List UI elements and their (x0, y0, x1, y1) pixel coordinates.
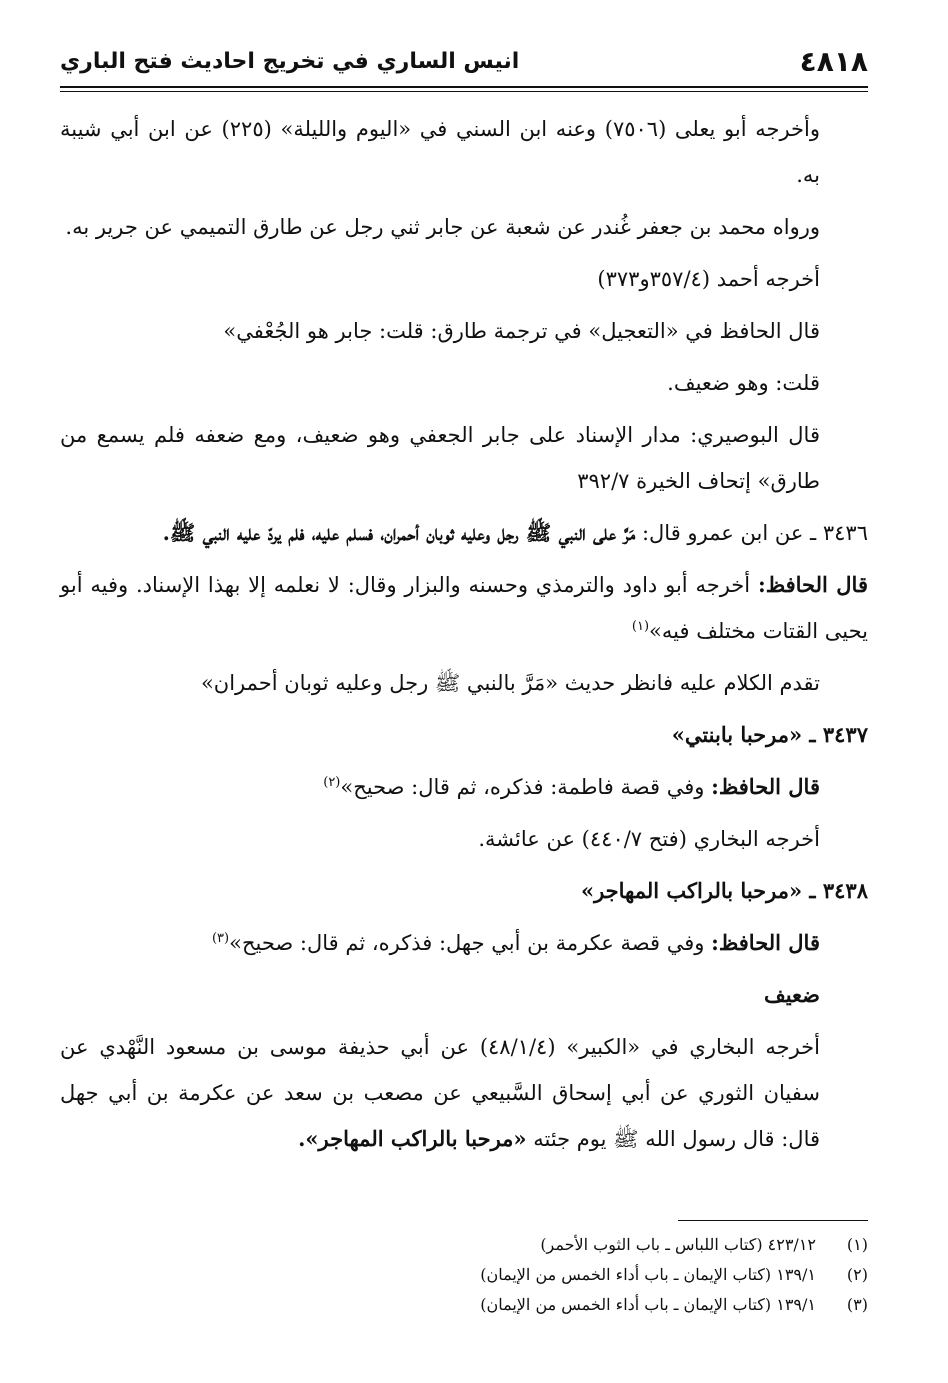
paragraph: أخرجه البخاري (فتح ٤٤٠/٧) عن عائشة. (478, 827, 820, 851)
footnote-marker: (٢) (323, 775, 341, 790)
hafiz-label: قال الحافظ: (711, 774, 820, 799)
paragraph-text: أخرجه البخاري في «الكبير» (٤٨/١/٤) عن أبي حذيفة موسى بن مسعود النَّهْدي عن سفيان الثوري عن أبي إسحاق السَّبيعي عن مصعب بن سعد عن عكرمة بن أبي جهل قال: قال رسول الله ﷺ يوم جئته (60, 1035, 820, 1151)
footnote (60, 1290, 868, 1320)
footnote-text: ١٣٩/١ (كتاب الإيمان ـ باب أداء الخمس من الإيمان) (480, 1295, 816, 1314)
footnote (60, 1230, 868, 1260)
hadith-entry-3438-title: ٣٤٣٨ ـ «مرحبا بالراكب المهاجر» (580, 878, 868, 903)
page-body (60, 106, 868, 1168)
running-title: انيس الساري في تخريج احاديث فتح الباري (60, 48, 520, 74)
footnote-rule (678, 1220, 868, 1221)
page-header (60, 40, 868, 82)
footnote-number: (٢) (846, 1265, 868, 1284)
footnote-marker: (١) (631, 619, 650, 634)
page-number: ٤٨١٨ (799, 44, 868, 78)
book-page (60, 0, 868, 1383)
paragraph (60, 1024, 868, 1162)
hafiz-text: أخرجه أبو داود والترمذي وحسنه والبزار وقال: لا نعلمه إلا بهذا الإسناد. وفيه أبو يحيى القتات مختلف فيه» (60, 573, 868, 643)
footnote (60, 1260, 868, 1290)
paragraph: قال البوصيري: مدار الإسناد على جابر الجعفي وهو ضعيف، ومع ضعفه فلم يسمع من طارق» إتحاف الخيرة ٣٩٢/٧ (60, 423, 820, 493)
hafiz-label: قال الحافظ: (711, 930, 820, 955)
hafiz-label: قال الحافظ: (757, 572, 868, 597)
paragraph: وأخرجه أبو يعلى (٧٥٠٦) وعنه ابن السني في «اليوم والليلة» (٢٢٥) عن ابن أبي شيبة به. (60, 117, 820, 187)
footnote-marker: (٣) (211, 931, 230, 946)
paragraph: ورواه محمد بن جعفر غُندر عن شعبة عن جابر ثني رجل عن طارق التميمي عن جرير به. (65, 215, 820, 239)
hadith-entry-3437-title: ٣٤٣٧ ـ «مرحبا بابنتي» (671, 722, 868, 747)
footnotes (60, 1230, 868, 1320)
footnote-text: ٤٢٣/١٢ (كتاب اللباس ـ باب الثوب الأحمر) (540, 1235, 816, 1254)
entry-intro: عن ابن عمرو قال: (641, 521, 804, 545)
hafiz-text: وفي قصة فاطمة: فذكره، ثم قال: صحيح» (340, 775, 705, 799)
paragraph: قلت: وهو ضعيف. (667, 371, 820, 395)
paragraph: قال الحافظ في «التعجيل» في ترجمة طارق: قلت: جابر هو الجُعْفي» (223, 319, 820, 343)
hafiz-comment (60, 920, 868, 966)
hadith-quote: «مرحبا بالراكب المهاجر». (298, 1126, 527, 1151)
footnote-text: ١٣٩/١ (كتاب الإيمان ـ باب أداء الخمس من الإيمان) (480, 1265, 816, 1284)
footnote-number: (٣) (846, 1295, 868, 1314)
hadith-entry-3436 (60, 510, 868, 556)
grade-label: ضعيف (763, 982, 820, 1007)
entry-number: ٣٤٣٦ ـ (810, 521, 868, 545)
header-rule-thin (60, 91, 868, 92)
hafiz-text: وفي قصة عكرمة بن أبي جهل: فذكره، ثم قال: صحيح» (229, 931, 705, 955)
header-rule (60, 86, 868, 88)
hadith-text: مَرَّ على النبي ﷺ رجل وعليه ثوبان أحمران، فسلم عليه، فلم يردّ عليه النبي ﷺ. (162, 520, 636, 545)
hafiz-comment (60, 562, 868, 654)
paragraph: تقدم الكلام عليه فانظر حديث «مَرَّ بالنبي ﷺ رجل وعليه ثوبان أحمران» (200, 671, 820, 695)
hafiz-comment (60, 764, 868, 810)
footnote-number: (١) (846, 1235, 868, 1254)
paragraph: أخرجه أحمد (٣٥٧/٤و٣٧٣) (597, 267, 820, 291)
